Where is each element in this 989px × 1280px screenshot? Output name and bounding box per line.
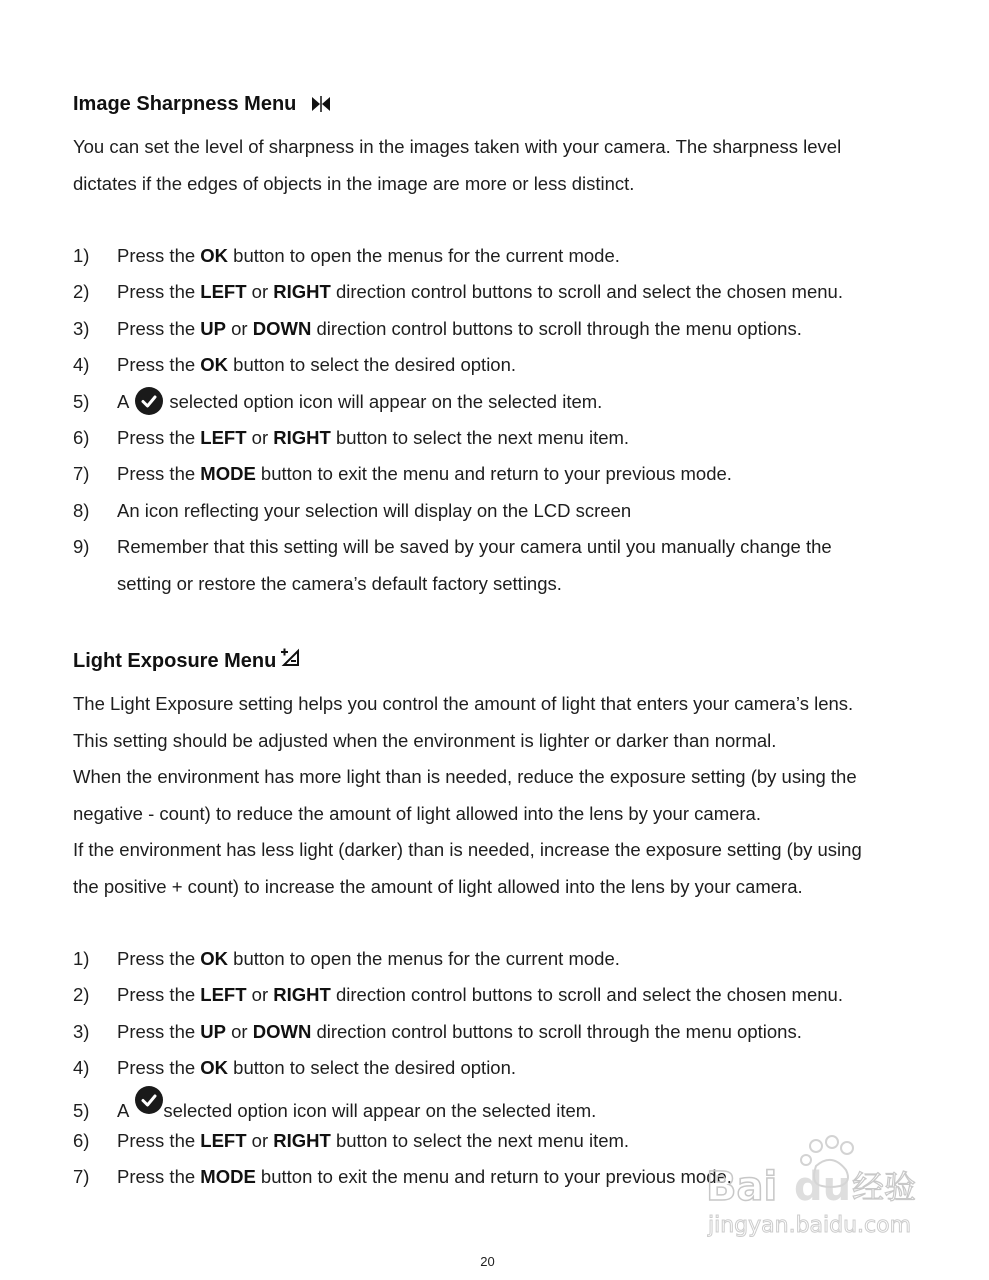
section-heading-exposure [73, 650, 302, 673]
list-item: 5) A selected option icon will appear on the selected item. [73, 384, 933, 420]
checkmark-icon [135, 387, 163, 415]
intro-paragraph [73, 129, 933, 202]
exposure-icon [280, 647, 302, 669]
intro-line: When the environment has more light than is needed, reduce the exposure setting (by using the [73, 766, 857, 787]
list-item: 6) Press the LEFT or RIGHT button to select the next menu item. [73, 1129, 630, 1151]
section-heading-sharpness [73, 93, 332, 116]
intro-line: This setting should be adjusted when the environment is lighter or darker than normal. [73, 729, 777, 751]
intro-line: dictates if the edges of objects in the image are more or less distinct. [73, 172, 635, 194]
list-item: 7) Press the MODE button to exit the menu and return to your previous mode. [73, 1166, 732, 1188]
list-item: 2) Press the LEFT or RIGHT direction control buttons to scroll and select the chosen menu. [73, 984, 843, 1006]
intro-line: negative - count) to reduce the amount of light allowed into the lens by your camera. [73, 802, 761, 824]
list-item: 1) Press the OK button to open the menus for the current mode. [73, 245, 620, 266]
intro-line: The Light Exposure setting helps you control the amount of light that enters your camera’s lens. [73, 693, 854, 714]
list-item: 2) Press the LEFT or RIGHT direction control buttons to scroll and select the chosen menu. [73, 281, 843, 303]
sharpness-icon [310, 94, 332, 116]
list-item: 3) Press the UP or DOWN direction control buttons to scroll through the menu options. [73, 317, 802, 339]
intro-paragraph [73, 686, 933, 905]
list-item: 1) Press the OK button to open the menus for the current mode. [73, 948, 620, 969]
svg-text:jingyan.baidu.com: jingyan.baidu.com [708, 1213, 912, 1238]
list-item: 9) Remember that this setting will be saved by your camera until you manually change the setting or restore the camera’s default factory settings. [73, 536, 832, 594]
list-item: 8) An icon reflecting your selection will display on the LCD screen [73, 499, 632, 521]
svg-text:du: du [794, 1164, 852, 1210]
list-item: 6) Press the LEFT or RIGHT button to select the next menu item. [73, 427, 630, 449]
list-item: 7) Press the MODE button to exit the menu and return to your previous mode. [73, 463, 732, 485]
list-item: 4) Press the OK button to select the desired option. [73, 1057, 517, 1079]
intro-line: You can set the level of sharpness in the images taken with your camera. The sharpness level [73, 136, 842, 157]
svg-text:Bai: Bai [706, 1164, 778, 1210]
step-list [73, 238, 933, 602]
intro-line: If the environment has less light (darker) than is needed, increase the exposure setting (by using [73, 839, 862, 860]
section-title: Image Sharpness Menu [73, 93, 297, 115]
step-list [73, 941, 933, 1195]
page-number: 20 [480, 1254, 495, 1269]
intro-line: the positive + count) to increase the amount of light allowed into the lens by your camera. [73, 875, 803, 897]
checkmark-icon [135, 1086, 163, 1114]
section-title: Light Exposure Menu [73, 650, 277, 672]
svg-text:经验: 经验 [852, 1168, 917, 1206]
list-item: 5) A selected option icon will appear on the selected item. [73, 1087, 933, 1135]
list-item: 4) Press the OK button to select the desired option. [73, 354, 517, 376]
list-item: 3) Press the UP or DOWN direction control buttons to scroll through the menu options. [73, 1020, 802, 1042]
